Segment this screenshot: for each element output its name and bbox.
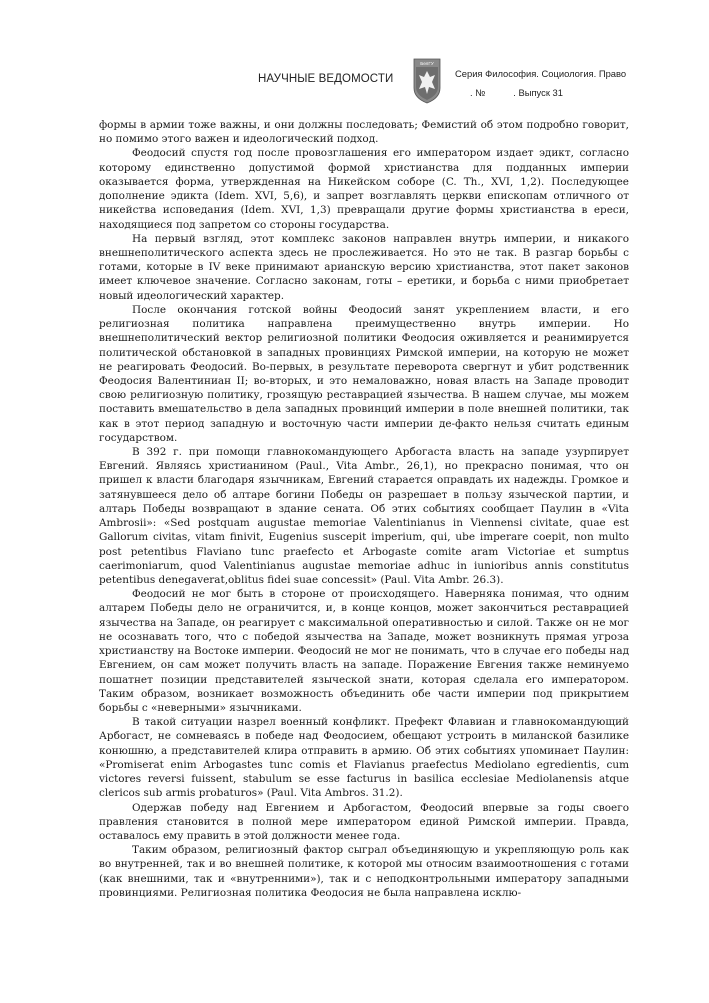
svg-text:БелГУ: БелГУ <box>420 61 434 66</box>
article-body <box>99 118 629 900</box>
paragraph: На первый взгляд, этот комплекс законов направлен внутрь империи, и никакого внешнеполитического аспекта здесь не прослеживается. Но это не так. В разгар борьбы с готами, которые в IV веке принимают арианскую версию христианства, этот пакет законов имеет ключевое значение. Согласно законам, готы – еретики, и борьба с ними приобретает новый идеологический характер. <box>99 232 629 302</box>
paragraph: В такой ситуации назрел военный конфликт. Префект Флавиан и главнокомандующий Арбогаст, не сомневаясь в победе над Феодосием, обещают устроить в миланской базилике конюшню, а представителей клира отправить в армию. Об этих событиях упоминает Паулин: «Promiserat enim Arbogastes tunc comis et Flavianus praefectus Mediolano egredientis, cum victores reversi fuissent, stabulum se esse facturus in basilica ecclesiae Mediolanensis atque clericos sub armis probaturos» (Paul. Vita Ambros. 31.2). <box>99 716 629 800</box>
page-header <box>0 0 709 110</box>
paragraph: Феодосий спустя год после провозглашения его императором издает эдикт, согласно которому единственно допустимой формой христианства для подданных империи оказывается форма, утвержденная на Никейском соборе (C. Th., XVI, 1,2). Последующее дополнение эдикта (Idem. XVI, 5,6), и запрет возглавлять церкви епископам отличного от никейства исповедания (Idem. XVI, 1,3) превращали другие формы христианства в ереси, находящиеся под запретом со стороны государства. <box>99 147 629 231</box>
paragraph: После окончания готской войны Феодосий занят укреплением власти, и его религиозная политика направлена преимущественно внутрь империи. Но внешнеполитический вектор религиозной политики Феодосия оживляется и реанимируется политической обстановкой в западных провинциях Римской империи, на которую не может не реагировать Феодосий. Во-первых, в результате переворота свергнут и убит родственник Феодосия Валентиниан II; во-вторых, и это немаловажно, новая власть на Западе проводит свою религиозную политику, грозящую реставрацией язычества. В нашем случае, мы можем поставить вмешательство в дела западных провинций империи в поле внешней политики, так как в этот период западную и восточную части империи де-факто нельзя считать единым государством. <box>99 303 629 444</box>
series-title: Серия Философия. Социология. Право <box>455 68 627 79</box>
university-emblem-icon <box>413 58 441 104</box>
paragraph: Одержав победу над Евгением и Арбогастом, Феодосий впервые за годы своего правления становится в полной мере императором единой Римской империи. Правда, оставалось ему править в этой должности менее года. <box>99 801 629 842</box>
journal-title: НАУЧНЫЕ ВЕДОМОСТИ <box>258 73 394 85</box>
issue-line <box>470 87 563 98</box>
paragraph: формы в армии тоже важны, и они должны последовать; Фемистий об этом подробно говорит, но помимо этого важен и идеологический подход. <box>99 119 629 146</box>
issue-label: . Выпуск 31 <box>513 87 563 98</box>
issue-number-label: . № <box>470 87 486 98</box>
paragraph: Таким образом, религиозный фактор сыграл объединяющую и укрепляющую роль как во внутренней, так и во внешней политике, к которой мы относим взаимоотношения с готами (как внешними, так и «внутренними»), так и с неподконтрольными императору западными провинциями. Религиозная политика Феодосия не была направлена исклю- <box>99 844 629 899</box>
paragraph: Феодосий не мог быть в стороне от происходящего. Наверняка понимая, что одним алтарем Победы дело не ограничится, и, в конце концов, может закончиться реставрацией язычества на Западе, он реагирует с максимальной оперативностью и силой. Также он не мог не осознавать того, что с победой язычества на Западе, может возникнуть прямая угроза христианству на Востоке империи. Феодосий не мог не понимать, что в случае его победы над Евгением, он сам может получить власть на западе. Поражение Евгения также неминуемо пошатнет позиции представителей языческой знати, которая сделала его императором. Таким образом, возникает возможность объединить обе части империи под прикрытием борьбы с «неверными» язычниками. <box>99 588 629 714</box>
paragraph: В 392 г. при помощи главнокомандующего Арбогаста власть на западе узурпирует Евгений. Являясь христианином (Paul., Vita Ambr., 26,1), но прекрасно понимая, что он пришел к власти благодаря язычникам, Евгений старается оправдать их надежды. Громкое и затянувшееся дело об алтаре богини Победы он разрешает в пользу языческой партии, и алтарь Победы возвращают в здание сената. Об этих событиях сообщает Паулин в «Vita Ambrosii»: «Sed postquam augustae memoriae Valentinianus in Viennensi civitate, quae est Gallorum civitas, vitam finivit, Eugenius suscepit imperium, qui, ube imperare coepit, non multo post petentibus Flaviano tunc praefecto et Arbogaste comite aram Victoriae et sumptus caerimoniarum, quod Valentinianus augustae memoriae adhuc in iunioribus annis constitutus petentibus denegaverat,oblitus fidei suae concessit» (Paul. Vita Ambr. 26.3). <box>99 446 629 586</box>
